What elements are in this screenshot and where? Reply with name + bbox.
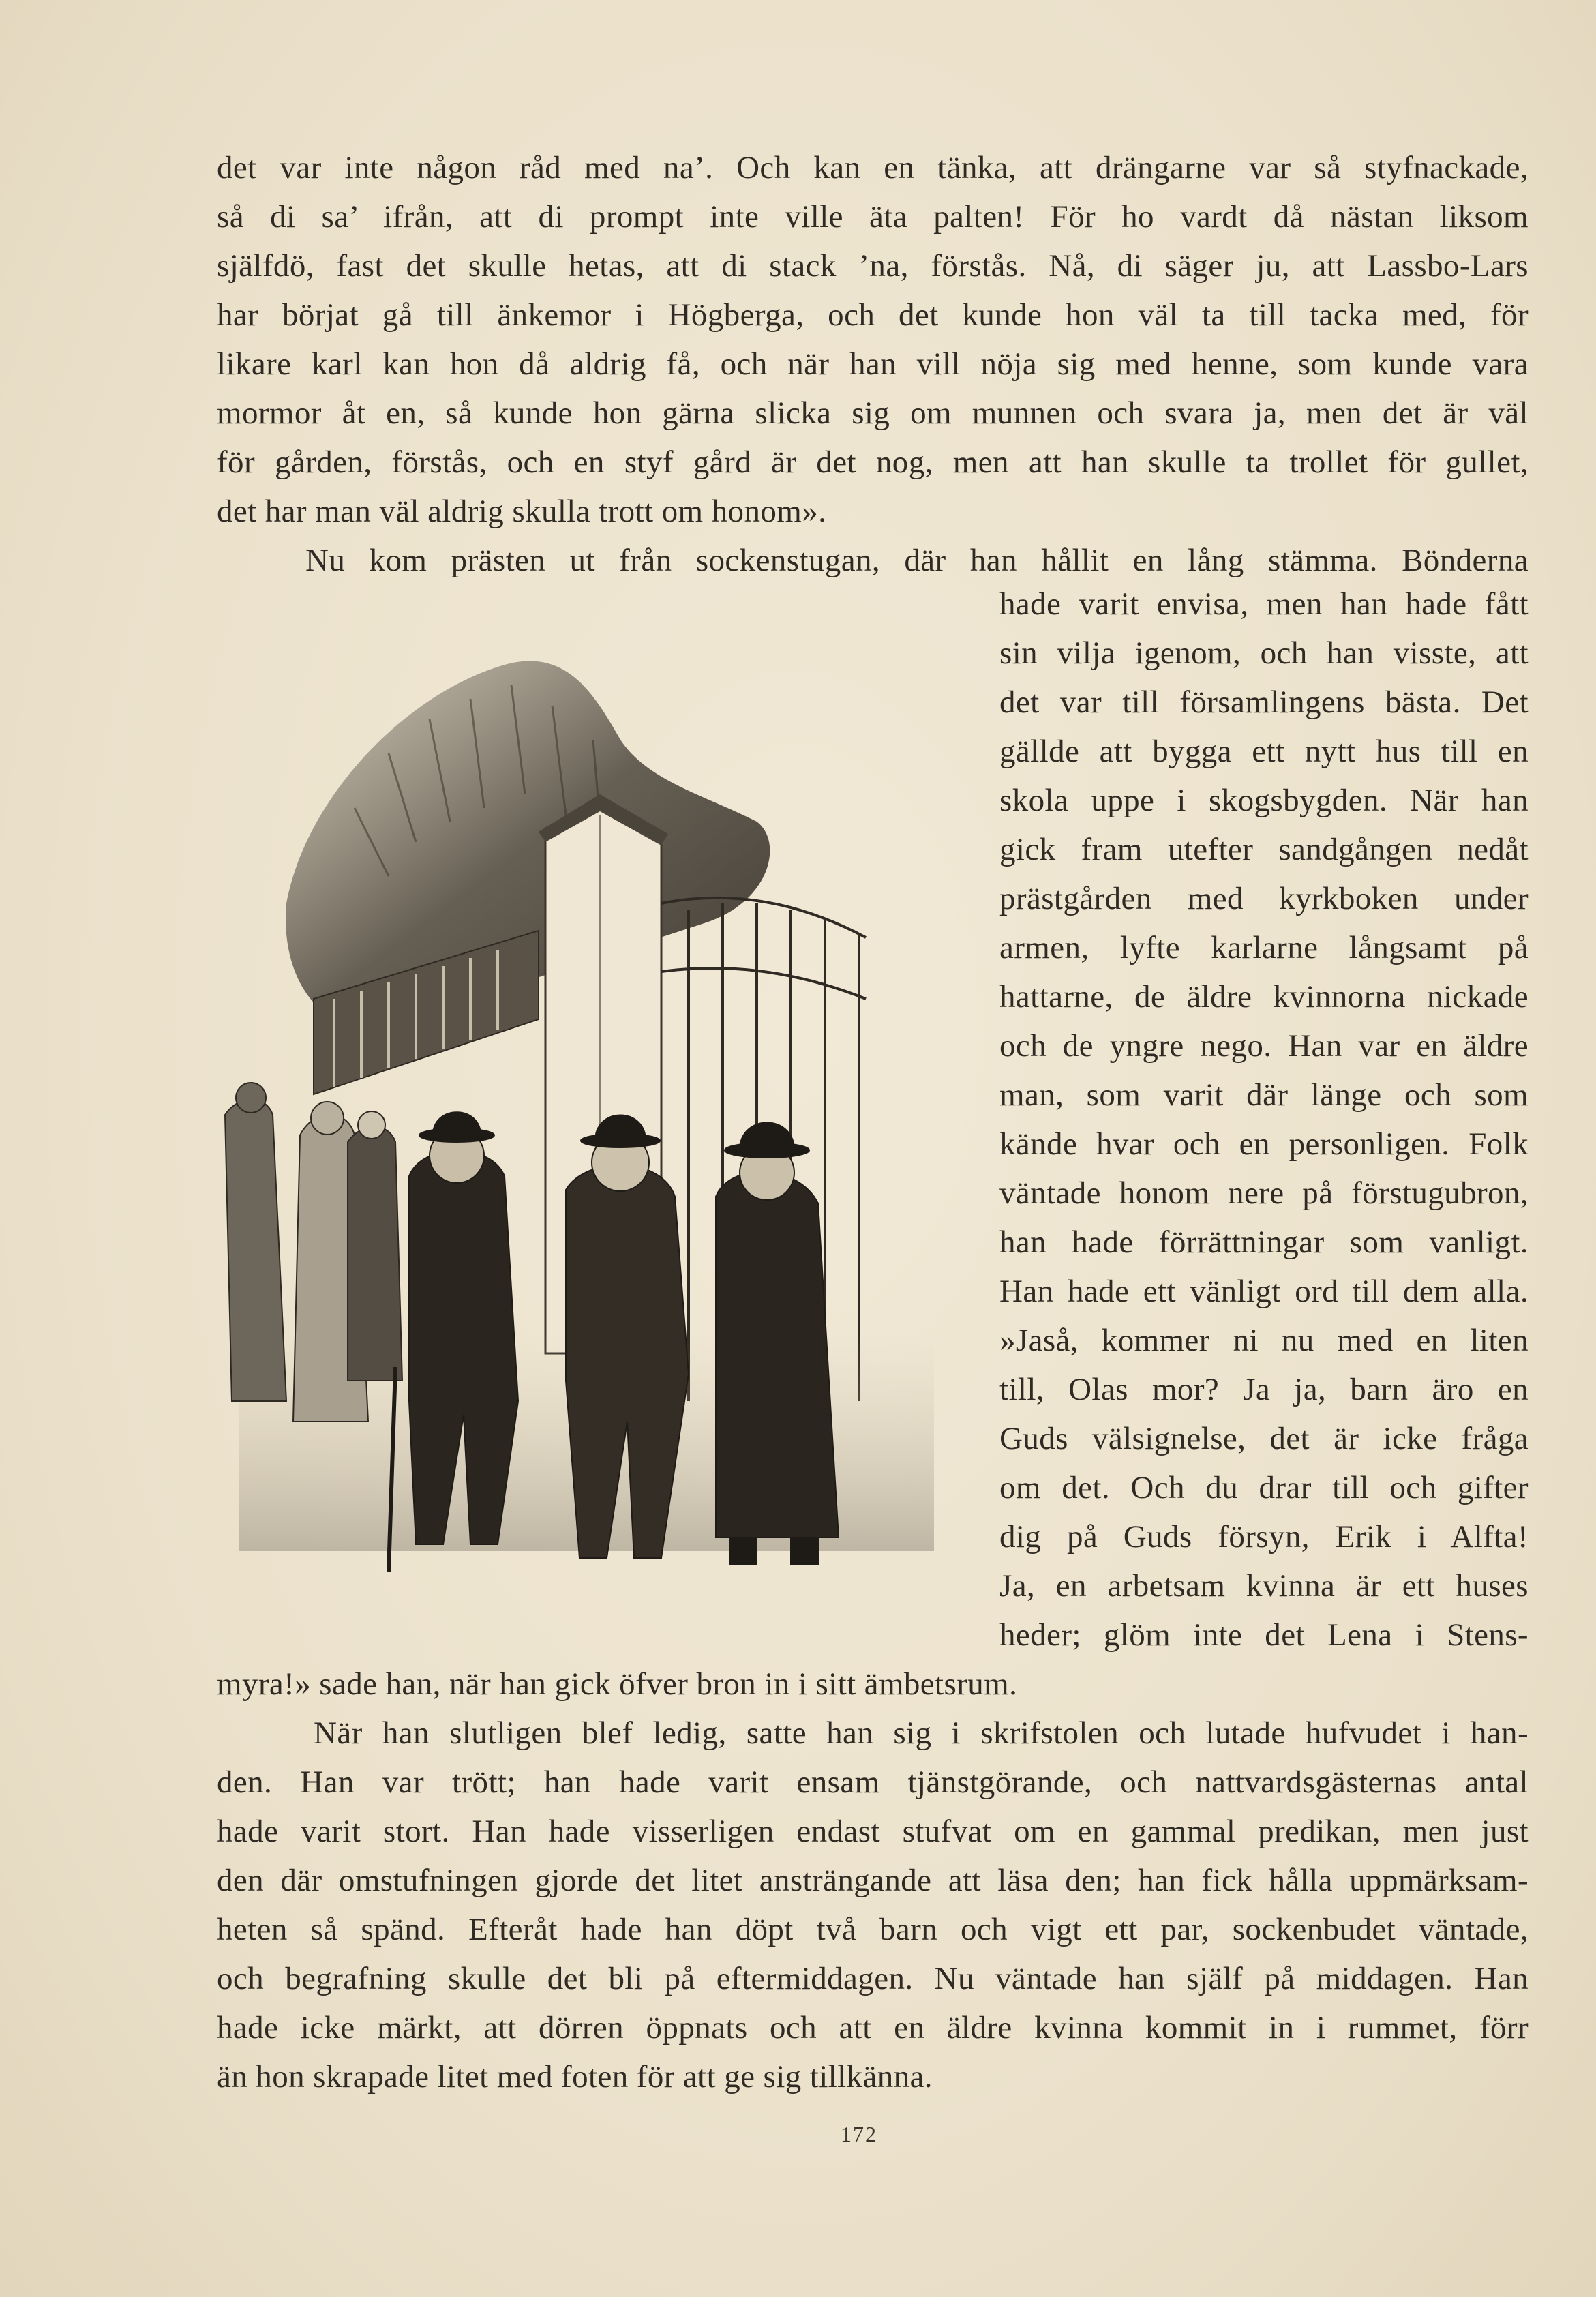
text-line: gällde att bygga ett nytt hus till en — [999, 734, 1529, 769]
text-line: det har man väl aldrig skulla trott om honom». — [217, 494, 827, 529]
text-line: för gården, förstås, och en styf gård är det nog, men att han skulle ta trollet för gullet, — [217, 445, 1529, 480]
text-line: Guds välsignelse, det är icke fråga — [999, 1421, 1529, 1456]
text-line: det var inte någon råd med na’. Och kan en tänka, att drängarne var så styfnackade, — [217, 150, 1529, 185]
text-line: om det. Och du drar till och gifter — [999, 1470, 1529, 1505]
text-line: än hon skrapade litet med foten för att ge sig tillkänna. — [217, 2059, 933, 2095]
text-line: sin vilja igenom, och han visste, att — [999, 635, 1529, 671]
text-line: Ja, en arbetsam kvinna är ett huses — [999, 1568, 1529, 1604]
text-line: och begrafning skulle det bli på eftermiddagen. Nu väntade han själf på middagen. Han — [217, 1961, 1529, 1996]
text-line: prästgården med kyrkboken under — [999, 881, 1529, 916]
text-line: den. Han var trött; han hade varit ensam tjänstgörande, och nattvardsgästernas antal — [217, 1765, 1529, 1800]
text-line: gick fram utefter sandgången nedåt — [999, 832, 1529, 867]
text-line: den där omstufningen gjorde det litet ansträngande att läsa den; han fick hålla uppmärksam- — [217, 1863, 1529, 1898]
text-line: dig på Guds försyn, Erik i Alfta! — [999, 1519, 1529, 1555]
engraving-illustration — [184, 617, 968, 1606]
text-line: skola uppe i skogsbygden. När han — [999, 783, 1529, 818]
page-number: 172 — [841, 2122, 877, 2146]
text-line: väntade honom nere på förstugubron, — [999, 1175, 1529, 1211]
text-line: så di sa’ ifrån, att di prompt inte ville äta palten! För ho vardt då nästan liksom — [217, 199, 1529, 235]
paragraph-start-line: Nu kom prästen ut från sockenstugan, där han hållit en lång stämma. Bönderna — [305, 543, 1529, 578]
paragraph-start-line: När han slutligen blef ledig, satte han sig i skrifstolen och lutade hufvudet i han- — [314, 1715, 1529, 1751]
text-line: hade varit envisa, men han hade fått — [999, 586, 1529, 622]
text-line: heder; glöm inte det Lena i Stens- — [999, 1617, 1529, 1653]
text-line: »Jaså, kommer ni nu med en liten — [999, 1323, 1529, 1358]
text-line: och de yngre nego. Han var en äldre — [999, 1028, 1529, 1064]
text-line: till, Olas mor? Ja ja, barn äro en — [999, 1372, 1529, 1407]
text-line: heten så spänd. Efteråt hade han döpt två barn och vigt ett par, sockenbudet väntade, — [217, 1912, 1529, 1947]
text-line: det var till församlingens bästa. Det — [999, 685, 1529, 720]
text-line: mormor åt en, så kunde hon gärna slicka sig om munnen och svara ja, men det är väl — [217, 395, 1529, 431]
text-line: hade icke märkt, att dörren öppnats och att en äldre kvinna kommit in i rummet, förr — [217, 2010, 1529, 2045]
text-line: man, som varit där länge och som — [999, 1077, 1529, 1113]
text-line: hattarne, de äldre kvinnorna nickade — [999, 979, 1529, 1015]
text-line: själfdö, fast det skulle hetas, att di stack ’na, förstås. Nå, di säger ju, att Lassbo-Lars — [217, 248, 1529, 284]
figure-right — [716, 1123, 839, 1565]
text-line: kände hvar och en personligen. Folk — [999, 1126, 1529, 1162]
text-line: armen, lyfte karlarne långsamt på — [999, 930, 1529, 965]
text-line: Han hade ett vänligt ord till dem alla. — [999, 1274, 1529, 1309]
text-line: myra!» sade han, när han gick öfver bron in i sitt ämbetsrum. — [217, 1666, 1018, 1702]
text-line: hade varit stort. Han hade visserligen endast stufvat om en gammal predikan, men just — [217, 1814, 1529, 1849]
text-line: likare karl kan hon då aldrig få, och när han vill nöja sig med henne, som kunde vara — [217, 346, 1529, 382]
text-line: han hade förrättningar som vanligt. — [999, 1225, 1529, 1260]
text-line: har börjat gå till änkemor i Högberga, och det kunde hon väl ta till tacka med, för — [217, 297, 1529, 333]
